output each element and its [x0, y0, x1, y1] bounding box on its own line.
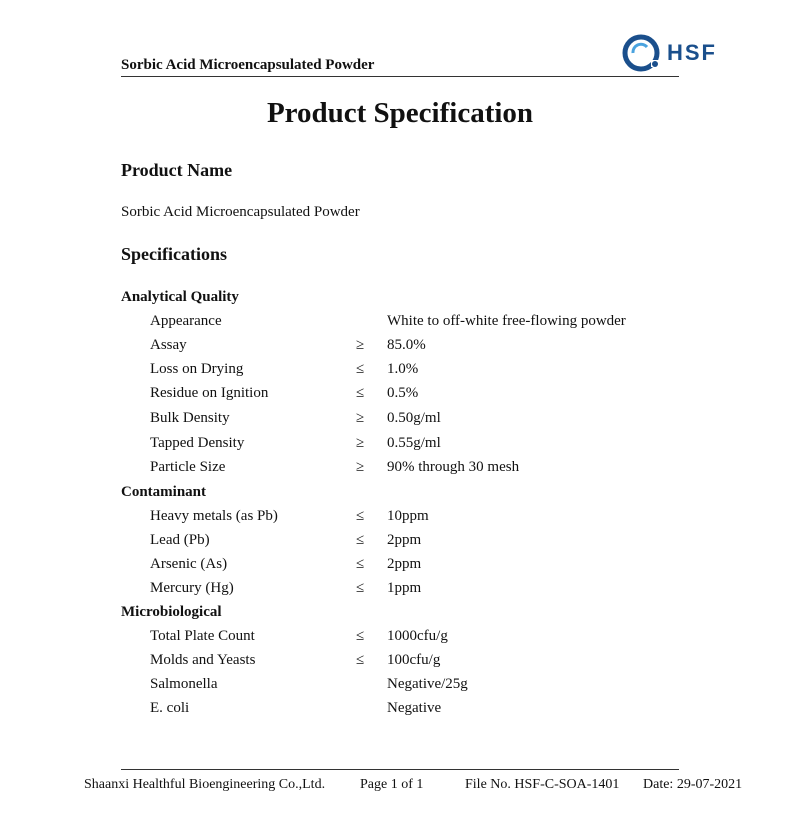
spec-row: [0, 459, 800, 483]
product-name-value: Sorbic Acid Microencapsulated Powder: [121, 204, 360, 220]
spec-label: Bulk Density: [150, 410, 230, 426]
spec-operator: ≤: [356, 580, 365, 596]
spec-label: Residue on Ignition: [150, 385, 269, 401]
logo-text: HSF: [667, 40, 717, 65]
spec-operator: ≥: [356, 337, 365, 353]
spec-row: [0, 313, 800, 337]
spec-value: 0.55g/ml: [387, 435, 441, 451]
spec-row: [0, 652, 800, 676]
page-title: Product Specification: [266, 97, 534, 129]
spec-label: Mercury (Hg): [150, 580, 234, 596]
spec-value: 0.5%: [387, 385, 419, 401]
spec-label: Tapped Density: [150, 435, 245, 451]
spec-value: Negative/25g: [387, 676, 468, 692]
spec-operator: ≤: [356, 385, 365, 401]
product-name-heading: Product Name: [121, 160, 233, 180]
spec-row: [0, 361, 800, 385]
spec-label: Appearance: [150, 313, 222, 329]
spec-value: Negative: [387, 700, 442, 716]
company-logo: [621, 33, 731, 73]
group-title-contaminant: Contaminant: [121, 484, 207, 500]
spec-operator: ≥: [356, 410, 365, 426]
spec-value: 1ppm: [387, 580, 422, 596]
footer-date: Date: 29-07-2021: [643, 777, 743, 792]
spec-operator: ≤: [356, 532, 365, 548]
spec-label: Arsenic (As): [150, 556, 228, 572]
spec-row: [0, 580, 800, 604]
spec-value: 10ppm: [387, 508, 429, 524]
spec-value: 90% through 30 mesh: [387, 459, 520, 475]
spec-operator: ≥: [356, 435, 365, 451]
spec-value: 0.50g/ml: [387, 410, 441, 426]
footer-page-number: Page 1 of 1: [360, 777, 424, 792]
group-title-analytical-quality: Analytical Quality: [121, 289, 239, 305]
spec-row: [0, 410, 800, 434]
spec-value: 1000cfu/g: [387, 628, 448, 644]
spec-value: 2ppm: [387, 556, 422, 572]
hsf-logo-icon: [621, 33, 663, 73]
spec-operator: ≥: [356, 459, 365, 475]
spec-row: [0, 337, 800, 361]
spec-label: Lead (Pb): [150, 532, 210, 548]
spec-operator: ≤: [356, 361, 365, 377]
spec-row: [0, 385, 800, 409]
spec-label: Particle Size: [150, 459, 226, 475]
spec-row: [0, 532, 800, 556]
spec-row: [0, 676, 800, 700]
spec-label: Heavy metals (as Pb): [150, 508, 278, 524]
footer-company: Shaanxi Healthful Bioengineering Co.,Ltd.: [84, 777, 326, 792]
spec-label: E. coli: [150, 700, 190, 716]
spec-value: 100cfu/g: [387, 652, 441, 668]
group-title-microbiological: Microbiological: [121, 604, 222, 620]
specifications-heading: Specifications: [121, 244, 227, 264]
spec-label: Assay: [150, 337, 187, 353]
spec-value: 85.0%: [387, 337, 426, 353]
spec-label: Molds and Yeasts: [150, 652, 256, 668]
footer-divider: [121, 769, 679, 770]
spec-label: Total Plate Count: [150, 628, 255, 644]
spec-operator: ≤: [356, 652, 365, 668]
footer-file-number: File No. HSF-C-SOA-1401: [465, 777, 620, 792]
header-doc-title: Sorbic Acid Microencapsulated Powder: [121, 57, 375, 73]
spec-label: Salmonella: [150, 676, 218, 692]
spec-operator: ≤: [356, 508, 365, 524]
spec-row: [0, 508, 800, 532]
spec-value: 1.0%: [387, 361, 419, 377]
spec-row: [0, 556, 800, 580]
spec-row: [0, 435, 800, 459]
spec-label: Loss on Drying: [150, 361, 244, 377]
header-divider: [121, 76, 679, 77]
spec-operator: ≤: [356, 556, 365, 572]
spec-value: 2ppm: [387, 532, 422, 548]
spec-value: White to off-white free-flowing powder: [387, 313, 626, 329]
spec-row: [0, 700, 800, 724]
spec-row: [0, 628, 800, 652]
spec-operator: ≤: [356, 628, 365, 644]
